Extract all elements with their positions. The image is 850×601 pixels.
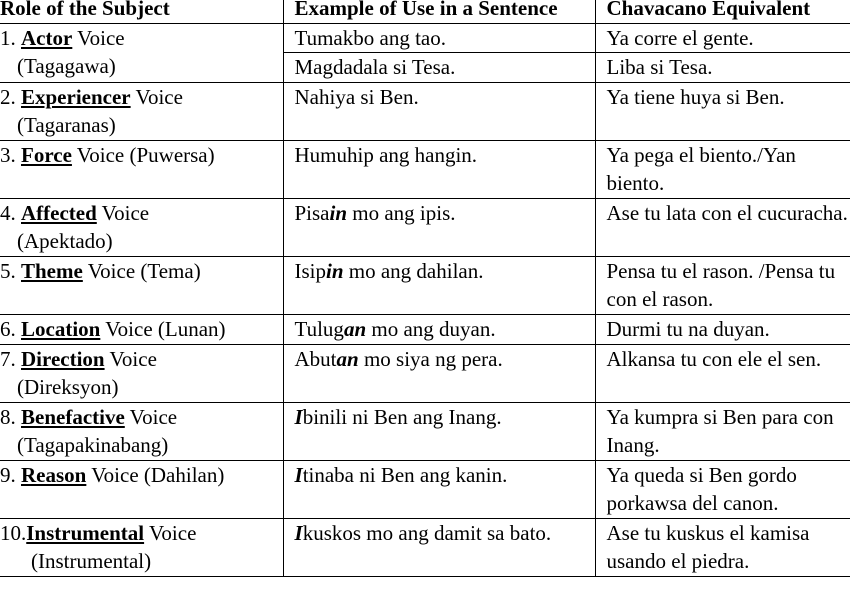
role-rest: Voice	[124, 405, 178, 429]
role-cell	[0, 257, 283, 315]
table-row	[0, 315, 850, 345]
example-affix: I	[294, 405, 303, 429]
chavacano-cell	[595, 83, 850, 141]
example-text: kuskos mo ang damit sa bato.	[302, 521, 552, 545]
example-sentence	[295, 403, 595, 431]
example-text: Isip	[294, 259, 326, 283]
example-cell	[283, 141, 595, 199]
role-rest: Voice	[72, 26, 125, 50]
role-number: 8.	[0, 405, 21, 429]
chavacano-text: Ase tu lata con el cucuracha.	[606, 201, 848, 225]
chavacano-text: Pensa tu el rason. /Pensa tu con el rason.	[606, 259, 836, 311]
example-affix: I	[294, 463, 303, 487]
role-keyword: Actor	[21, 26, 73, 50]
role-keyword: Instrumental	[26, 521, 145, 545]
role-cell	[0, 83, 283, 141]
example-sentence	[295, 141, 595, 169]
table-row	[0, 461, 850, 519]
role-subtitle: (Instrumental)	[31, 549, 152, 573]
example-text: mo ang dahilan.	[343, 259, 484, 283]
chavacano-text: Liba si Tesa.	[596, 52, 850, 81]
example-sentence	[295, 315, 595, 343]
role-number: 2.	[0, 85, 21, 109]
table-row	[0, 199, 850, 257]
role-cell	[0, 345, 283, 403]
role-rest: Voice	[96, 201, 150, 225]
chavacano-cell	[595, 461, 850, 519]
header-role: Role of the Subject	[0, 0, 283, 24]
example-text: Tumakbo ang tao.	[294, 26, 446, 50]
role-rest: Voice (Lunan)	[100, 317, 226, 341]
role-rest: Voice	[104, 347, 157, 371]
role-number: 1.	[0, 26, 21, 50]
role-cell	[0, 199, 283, 257]
example-cell	[283, 199, 595, 257]
example-affix: an	[336, 347, 359, 371]
example-text: mo ang ipis.	[347, 201, 456, 225]
role-keyword: Theme	[21, 259, 83, 283]
role-number: 6.	[0, 317, 21, 341]
role-number: 7.	[0, 347, 21, 371]
example-cell	[283, 83, 595, 141]
example-text: Humuhip ang hangin.	[294, 143, 478, 167]
role-keyword: Reason	[21, 463, 87, 487]
role-cell	[0, 315, 283, 345]
table-row	[0, 141, 850, 199]
role-subtitle: (Apektado)	[17, 229, 113, 253]
role-cell	[0, 461, 283, 519]
table-row	[0, 519, 850, 577]
role-number: 3.	[0, 143, 21, 167]
role-keyword: Force	[21, 143, 72, 167]
table-row	[0, 83, 850, 141]
role-cell	[0, 403, 283, 461]
example-text: mo siya ng pera.	[358, 347, 503, 371]
role-rest: Voice (Dahilan)	[86, 463, 225, 487]
role-keyword: Direction	[21, 347, 105, 371]
example-cell	[283, 315, 595, 345]
chavacano-text: Ase tu kuskus el kamisa usando el piedra.	[606, 521, 810, 573]
role-subtitle: (Tagapakinabang)	[17, 433, 169, 457]
chavacano-cell	[595, 24, 850, 83]
example-text: Abut	[294, 347, 337, 371]
table-row	[0, 345, 850, 403]
role-cell	[0, 519, 283, 577]
example-text: Pisa	[294, 201, 330, 225]
chavacano-cell	[595, 257, 850, 315]
example-sentence	[295, 519, 595, 547]
role-keyword: Affected	[21, 201, 97, 225]
example-sentence	[295, 83, 595, 111]
chavacano-text: Durmi tu na duyan.	[606, 317, 770, 341]
role-subtitle: (Tagaranas)	[17, 113, 116, 137]
example-sentence	[295, 461, 595, 489]
example-text: Nahiya si Ben.	[294, 85, 419, 109]
example-affix: I	[294, 521, 303, 545]
chavacano-text: Ya queda si Ben gordo porkawsa del canon.	[606, 463, 797, 515]
example-sentence	[295, 257, 595, 285]
chavacano-cell	[595, 345, 850, 403]
example-cell	[283, 24, 595, 83]
role-keyword: Benefactive	[21, 405, 125, 429]
role-keyword: Experiencer	[21, 85, 131, 109]
chavacano-text: Alkansa tu con ele el sen.	[606, 347, 822, 371]
example-cell	[283, 257, 595, 315]
role-number: 5.	[0, 259, 21, 283]
example-sentence	[284, 52, 595, 81]
example-text: mo ang duyan.	[366, 317, 496, 341]
table-row	[0, 257, 850, 315]
role-number: 9.	[0, 463, 21, 487]
role-keyword: Location	[21, 317, 101, 341]
example-affix: in	[329, 201, 348, 225]
chavacano-text: Ya corre el gente.	[606, 26, 754, 50]
header-chavacano: Chavacano Equivalent	[595, 0, 850, 24]
role-rest: Voice	[130, 85, 183, 109]
table-row	[0, 24, 850, 83]
chavacano-cell	[595, 199, 850, 257]
chavacano-cell	[595, 519, 850, 577]
example-cell	[283, 461, 595, 519]
table-body	[0, 24, 850, 577]
example-sentence	[295, 345, 595, 373]
example-affix: in	[326, 259, 344, 283]
role-number: 4.	[0, 201, 21, 225]
chavacano-cell	[595, 141, 850, 199]
role-number: 10.	[0, 521, 27, 545]
example-cell	[283, 519, 595, 577]
example-affix: an	[343, 317, 367, 341]
role-rest: Voice	[144, 521, 197, 545]
chavacano-cell	[595, 403, 850, 461]
table-row	[0, 403, 850, 461]
role-cell	[0, 24, 283, 83]
example-text: Magdadala si Tesa.	[294, 55, 456, 79]
role-cell	[0, 141, 283, 199]
role-rest: Voice (Puwersa)	[71, 143, 215, 167]
chavacano-text: Ya kumpra si Ben para con Inang.	[606, 405, 834, 457]
example-text: binili ni Ben ang Inang.	[302, 405, 502, 429]
header-row	[0, 0, 850, 24]
example-text: Tulug	[294, 317, 344, 341]
role-rest: Voice (Tema)	[82, 259, 201, 283]
chavacano-text: Ya pega el biento./Yan biento.	[606, 143, 796, 195]
chavacano-text: Ya tiene huya si Ben.	[606, 85, 785, 109]
example-sentence	[295, 199, 595, 227]
example-sentence	[295, 24, 595, 52]
example-text: tinaba ni Ben ang kanin.	[302, 463, 508, 487]
example-cell	[283, 345, 595, 403]
role-subtitle: (Tagagawa)	[17, 54, 116, 78]
role-subtitle: (Direksyon)	[17, 375, 119, 399]
example-cell	[283, 403, 595, 461]
header-example: Example of Use in a Sentence	[283, 0, 595, 24]
chavacano-cell	[595, 315, 850, 345]
